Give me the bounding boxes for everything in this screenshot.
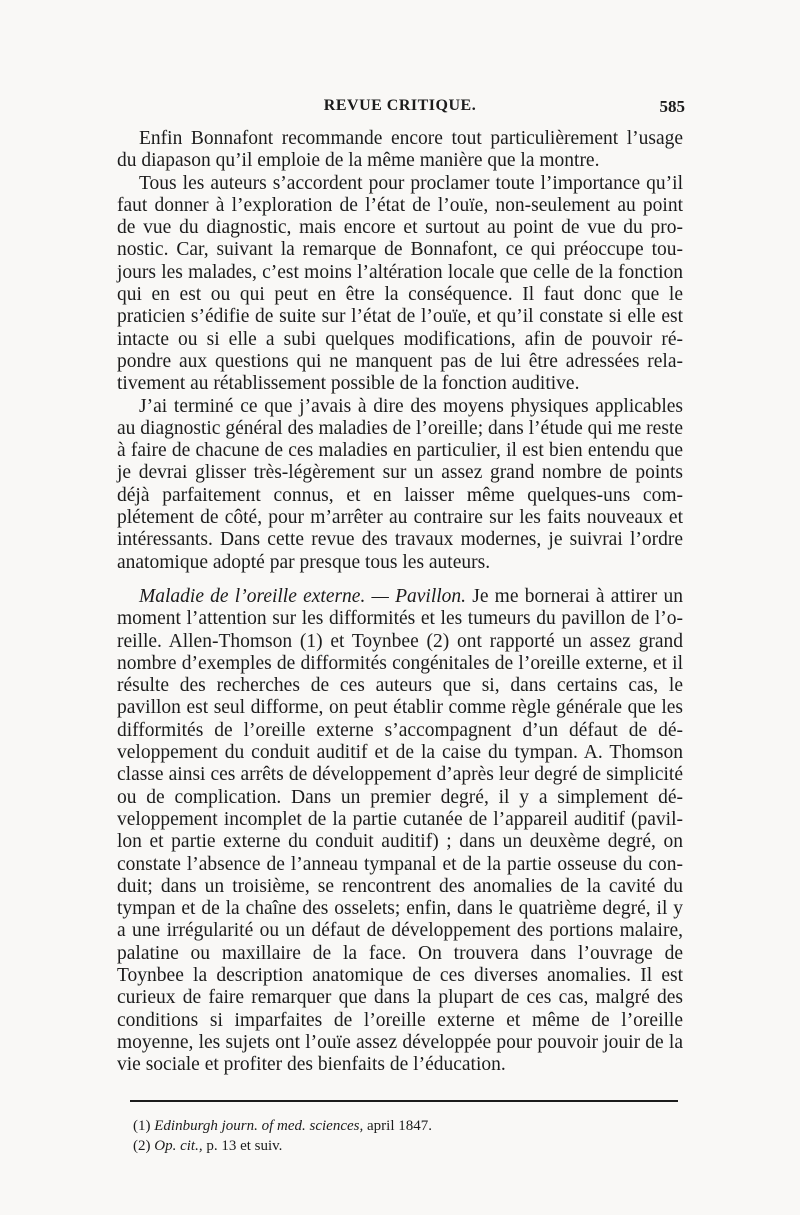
section-title: Maladie de l’oreille externe. — Pavillon.	[139, 585, 467, 607]
running-title: REVUE CRITIQUE.	[323, 97, 477, 114]
section-text: Je me bornerai à attirer un moment l’attention sur les difformités et les tumeurs du pavillon de l’oreille. Allen-Thomson (1) et Toynbee (2) ont rapporté un assez grand nombre d’exemples de difformités congénitales de l’oreille externe, et il résulte des recherches de ces auteurs que si, dans certains cas, le pavillon est seul difforme, on peut établir comme règle générale que les difformités de l’oreille externe s’accompagnent d’un défaut de développement du conduit auditif et de la caise du tympan. A. Thomson classe ainsi ces arrêts de développement d’après leur degré de simplicité ou de complication. Dans un premier degré, il y a simplement développement incomplet de la partie cutanée de l’appareil auditif (pavillon et partie externe du conduit auditif) ; dans un deuxème degré, on constate l’absence de l’anneau tympanal et de la partie osseuse du conduit; dans un troisième, se rencontrent des anomalies de la cavité du tympan et de la chaîne des osselets; enfin, dans le quatrième degré, il y a une irrégularité ou un défaut de développement des portions malaire, palatine ou maxillaire de la face. On trouvera dans l’ouvrage de Toynbee la description anatomique de ces diverses anomalies. Il est curieux de faire remarquer que dans la plupart de ces cas, malgré des conditions si imparfaites de l’oreille externe et même de l’oreille moyenne, les sujets ont l’ouïe assez développée pour pouvoir jouir de la vie sociale et profiter des bienfaits de l’éducation.	[117, 585, 683, 1076]
footnote-rule	[130, 1100, 678, 1102]
footnote-detail: april 1847.	[363, 1118, 432, 1134]
footnote	[133, 1136, 673, 1156]
page-number: 585	[659, 97, 685, 116]
paragraph: J’ai terminé ce que j’avais à dire des moyens physiques applicables au diagnostic général des maladies de l’oreille; dans l’étude qui me reste à faire de chacune de ces maladies en particulier, il est bien entendu que je devrai glisser très-légèrement sur un assez grand nombre de points déjà parfaitement connus, et en laisser même quelques-uns complétement de côté, pour m’arrêter au contraire sur les faits nouveaux et intéressants. Dans cette revue des travaux modernes, je suivrai l’ordre anatomique adopté par presque tous les auteurs.	[117, 395, 683, 573]
footnote	[133, 1116, 673, 1136]
section-paragraph	[117, 586, 683, 1077]
page-header	[115, 97, 685, 123]
footnote-source: Op. cit.,	[154, 1138, 203, 1154]
paragraph: Tous les auteurs s’accordent pour proclamer toute l’importance qu’il faut donner à l’exploration de l’état de l’ouïe, non-seulement au point de vue du diagnostic, mais encore et surtout au point de vue du pronostic. Car, suivant la remarque de Bonnafont, ce qui préoccupe toujours les malades, c’est moins l’altération locale que celle de la fonction qui en est ou qui peut en être la conséquence. Il faut donc que le praticien s’édifie de suite sur l’état de l’ouïe, et qu’il constate si elle est intacte ou si elle a subi quelques modifications, afin de pouvoir répondre aux questions qui ne manquent pas de lui être adressées relativement au rétablissement possible de la fonction auditive.	[117, 172, 683, 395]
footnote-detail: p. 13 et suiv.	[202, 1138, 283, 1154]
paragraph: Enfin Bonnafont recommande encore tout particulièrement l’usage du diapason qu’il emploie de la même manière que la montre.	[117, 128, 683, 172]
footnotes	[133, 1116, 673, 1156]
footnote-marker: (1)	[133, 1118, 151, 1134]
footnote-marker: (2)	[133, 1138, 151, 1154]
footnote-source: Edinburgh journ. of med. sciences,	[154, 1118, 364, 1134]
body-text	[117, 128, 683, 1076]
